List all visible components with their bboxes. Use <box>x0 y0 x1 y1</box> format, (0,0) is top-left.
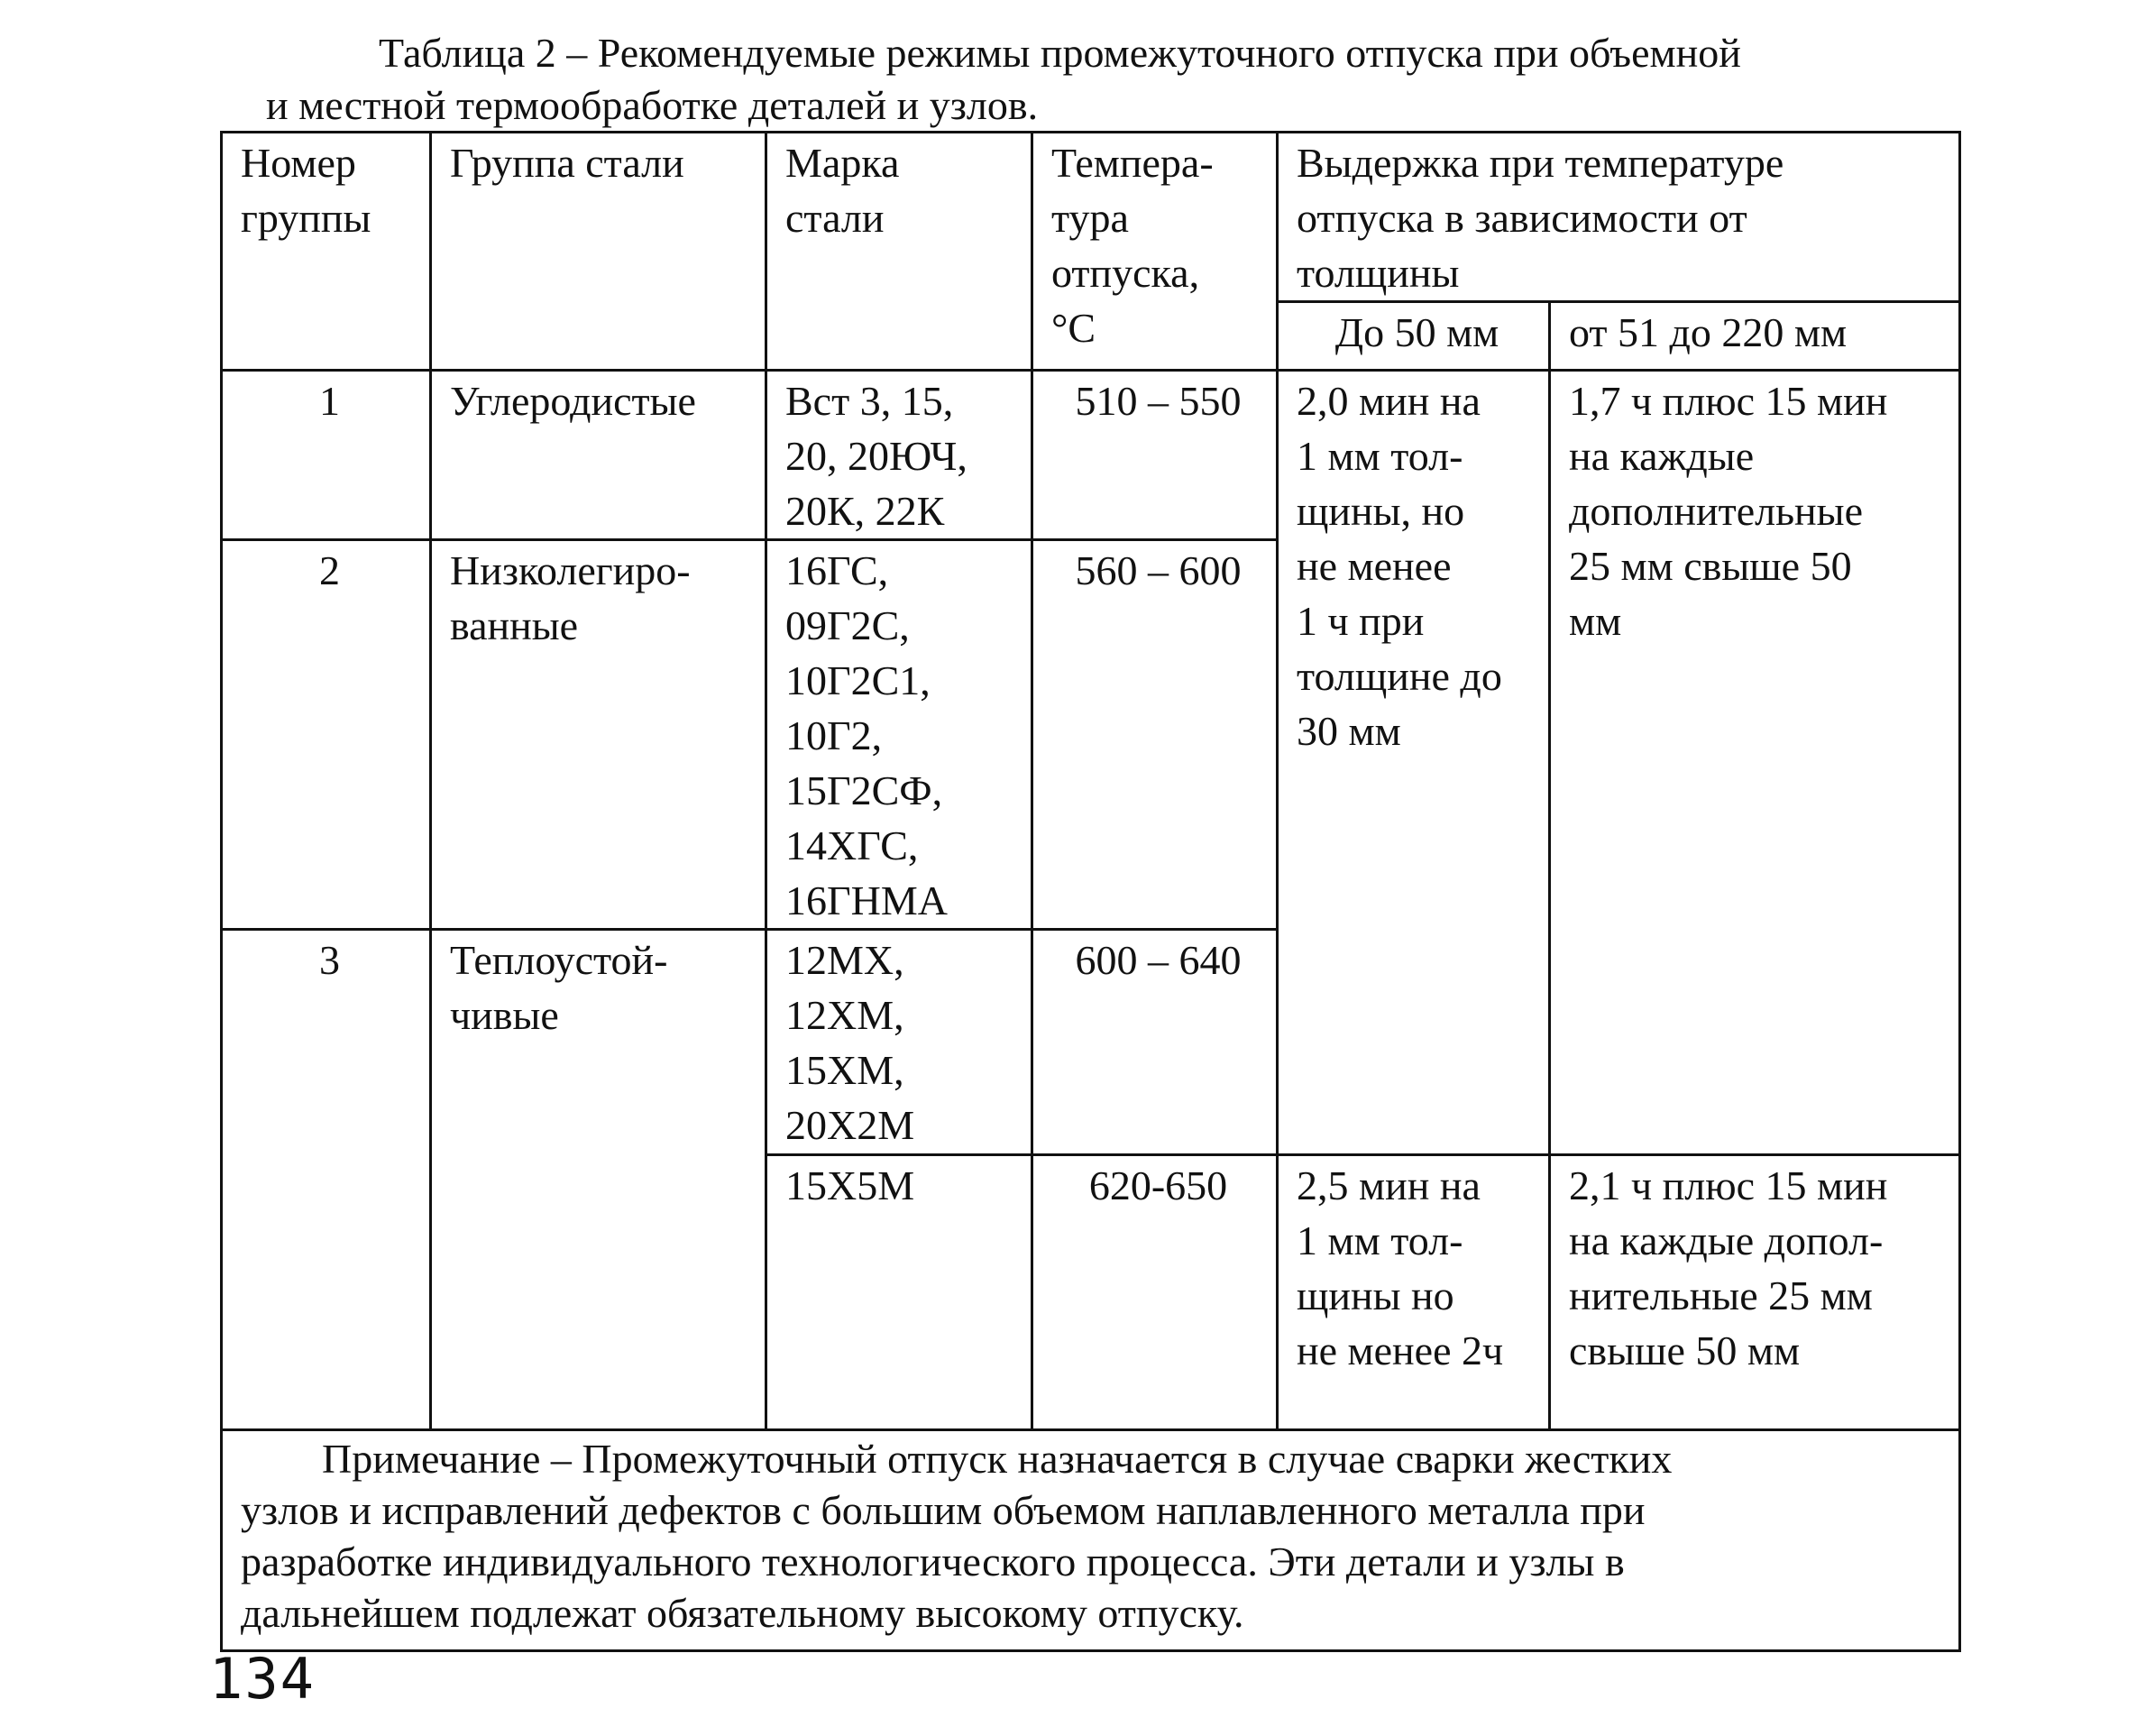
table-row <box>222 371 1960 540</box>
note-line: разработке индивидуального технологического процесса. Эти детали и узлы в <box>241 1539 1625 1584</box>
table-caption-line2: и местной термообработке деталей и узлов. <box>266 82 1039 128</box>
steel-grade-cell: 15Х5М <box>766 1155 1032 1430</box>
header-hold-51-220mm: от 51 до 220 мм <box>1550 302 1960 371</box>
steel-group-cell: Углеродистые <box>431 371 766 540</box>
table-caption-line1: Таблица 2 – Рекомендуемые режимы промежуточного отпуска при объемной <box>379 30 1741 76</box>
note-line: дальнейшем подлежат обязательному высокому отпуску. <box>241 1590 1244 1636</box>
temperature-cell: 620-650 <box>1032 1155 1278 1430</box>
temperature-cell: 600 – 640 <box>1032 930 1278 1155</box>
note-line: узлов и исправлений дефектов с большим объемом наплавленного металла при <box>241 1487 1646 1533</box>
header-steel-group: Группа стали <box>431 133 766 371</box>
hold-51-220mm-cell: 2,1 ч плюс 15 мин на каждые допол- нительные 25 мм свыше 50 мм <box>1550 1155 1960 1430</box>
group-number-cell: 1 <box>222 371 431 540</box>
temperature-cell: 510 – 550 <box>1032 371 1278 540</box>
steel-group-cell: Теплоустой- чивые <box>431 930 766 1430</box>
group-number-cell: 3 <box>222 930 431 1430</box>
table-note <box>222 1430 1960 1651</box>
steel-grade-cell: 12МХ, 12ХМ, 15ХМ, 20Х2М <box>766 930 1032 1155</box>
tempering-regimes-table <box>220 131 1961 1652</box>
header-hold: Выдержка при температуре отпуска в зависимости от толщины <box>1278 133 1960 302</box>
steel-grade-cell: 16ГС, 09Г2С, 10Г2С1, 10Г2, 15Г2СФ, 14ХГС, 16ГНМА <box>766 540 1032 930</box>
hold-upto-50mm-cell: 2,5 мин на 1 мм тол- щины но не менее 2ч <box>1278 1155 1550 1430</box>
temperature-cell: 560 – 600 <box>1032 540 1278 930</box>
note-line: Примечание – Промежуточный отпуск назначается в случае сварки жестких <box>322 1436 1673 1482</box>
header-temperature: Темпера- тура отпуска, °С <box>1032 133 1278 371</box>
steel-group-cell: Низколегиро- ванные <box>431 540 766 930</box>
hold-upto-50mm-cell: 2,0 мин на 1 мм тол- щины, но не менее 1 ч при толщине до 30 мм <box>1278 371 1550 1155</box>
header-hold-upto-50mm: До 50 мм <box>1278 302 1550 371</box>
group-number-cell: 2 <box>222 540 431 930</box>
header-group-number: Номер группы <box>222 133 431 371</box>
hold-51-220mm-cell: 1,7 ч плюс 15 мин на каждые дополнительные 25 мм свыше 50 мм <box>1550 371 1960 1155</box>
steel-grade-cell: Вст 3, 15, 20, 20ЮЧ, 20К, 22К <box>766 371 1032 540</box>
page-number: 134 <box>209 1646 316 1712</box>
header-steel-grade: Марка стали <box>766 133 1032 371</box>
